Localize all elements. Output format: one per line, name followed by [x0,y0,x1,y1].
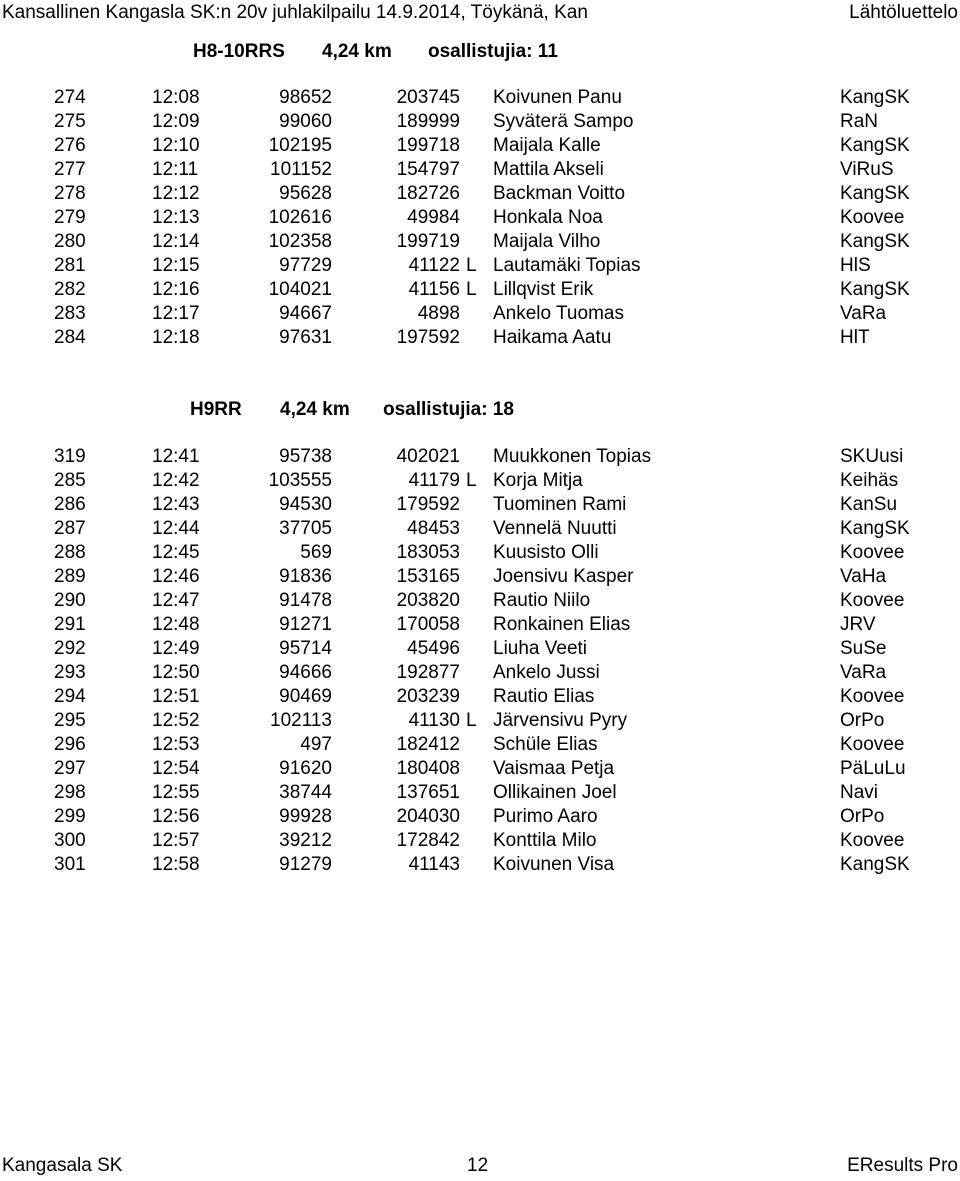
start-number: 298 [54,782,86,803]
license-id: 37705 [279,518,332,539]
start-time: 12:56 [152,806,200,827]
table-row [0,781,960,805]
emit-number: 189999 [396,111,460,132]
start-time: 12:16 [152,279,200,300]
emit-number: 48453 [407,518,460,539]
license-id: 95738 [279,446,332,467]
start-time: 12:54 [152,758,200,779]
organizer: Kangasala SK [2,1155,123,1176]
page-number: 12 [467,1155,489,1176]
club-name: KanSu [840,494,898,515]
start-time: 12:55 [152,782,200,803]
table-row [0,445,960,469]
club-name: KangSK [840,518,910,539]
competitor-name: Vaismaa Petja [493,758,615,779]
start-number: 319 [54,446,86,467]
emit-number: 204030 [396,806,460,827]
emit-number: 203239 [396,686,460,707]
start-time: 12:49 [152,638,200,659]
start-number: 301 [54,854,86,875]
license-id: 95714 [279,638,332,659]
emit-number: 192877 [396,662,460,683]
start-time: 12:18 [152,327,200,348]
club-name: SKUusi [840,446,904,467]
start-number: 288 [54,542,86,563]
competitor-name: Haikama Aatu [493,327,612,348]
table-row [0,86,960,110]
competitor-name: Ankelo Tuomas [493,303,624,324]
start-number: 292 [54,638,86,659]
competitor-name: Koivunen Visa [493,854,615,875]
license-id: 102113 [270,710,332,731]
license-id: 97631 [279,327,332,348]
emit-number: 172842 [396,830,460,851]
class-distance: 4,24 km [322,41,392,62]
start-time: 12:51 [152,686,200,707]
emit-number: 182412 [396,734,460,755]
table-row [0,230,960,254]
competitor-name: Backman Voitto [493,183,626,204]
table-row [0,565,960,589]
club-name: VaRa [840,662,887,683]
table-row [0,853,960,877]
start-number: 295 [54,710,86,731]
table-row [0,589,960,613]
start-number: 294 [54,686,86,707]
start-time: 12:48 [152,614,200,635]
club-name: RaN [840,111,879,132]
start-number: 274 [54,87,86,108]
table-row [0,685,960,709]
start-time: 12:45 [152,542,200,563]
license-id: 39212 [279,830,332,851]
emit-number: 41122 [408,255,460,276]
start-number: 289 [54,566,86,587]
license-id: 94530 [279,494,332,515]
license-id: 104021 [268,279,332,300]
license-id: 101152 [270,159,332,180]
club-name: VaHa [840,566,887,587]
table-row [0,254,960,278]
license-id: 94666 [279,662,332,683]
table-row [0,541,960,565]
start-number: 284 [54,327,86,348]
competitor-name: Purimo Aaro [493,806,598,827]
start-time: 12:41 [152,446,200,467]
competitor-name: Ankelo Jussi [493,662,600,683]
start-list-table [0,86,960,350]
software-name: EResults Pro [847,1155,958,1176]
competitor-name: Korja Mitja [493,470,583,491]
license-id: 95628 [279,183,332,204]
license-id: 38744 [279,782,332,803]
club-name: Koovee [840,207,905,228]
event-title: Kansallinen Kangasla SK:n 20v juhlakilpailu 14.9.2014, Töykänä, Kan [2,2,588,23]
license-id: 97729 [279,255,332,276]
start-time: 12:50 [152,662,200,683]
emit-number: 41143 [408,854,460,875]
start-number: 297 [54,758,86,779]
start-time: 12:08 [152,87,200,108]
start-time: 12:57 [152,830,200,851]
emit-number: 137651 [396,782,460,803]
start-number: 282 [54,279,86,300]
class-participants: osallistujia: 18 [383,399,514,420]
document-type: Lähtöluettelo [849,2,958,23]
license-id: 99928 [279,806,332,827]
start-time: 12:14 [152,231,200,252]
license-id: 91478 [279,590,332,611]
club-name: PäLuLu [840,758,906,779]
club-name: HlS [840,255,871,276]
table-row [0,278,960,302]
start-number: 276 [54,135,86,156]
competitor-name: Maijala Kalle [493,135,601,156]
emit-number: 183053 [396,542,460,563]
license-id: 94667 [279,303,332,324]
competitor-name: Schüle Elias [493,734,598,755]
emit-number: 203820 [396,590,460,611]
club-name: HlT [840,327,870,348]
competitor-name: Koivunen Panu [493,87,622,108]
start-list-table [0,445,960,877]
emit-number: 182726 [396,183,460,204]
start-time: 12:53 [152,734,200,755]
license-id: 569 [300,542,332,563]
club-name: Koovee [840,590,905,611]
club-name: Koovee [840,542,905,563]
start-time: 12:52 [152,710,200,731]
license-id: 98652 [279,87,332,108]
club-name: Navi [840,782,879,803]
competitor-name: Mattila Akseli [493,159,604,180]
competitor-name: Rautio Niilo [493,590,591,611]
competitor-name: Lautamäki Topias [493,255,641,276]
competitor-name: Maijala Vilho [493,231,601,252]
emit-number: 41156 [408,279,460,300]
start-number: 283 [54,303,86,324]
start-number: 296 [54,734,86,755]
competitor-name: Tuominen Rami [493,494,627,515]
table-row [0,134,960,158]
table-row [0,517,960,541]
club-name: OrPo [840,806,885,827]
start-time: 12:10 [152,135,200,156]
start-number: 285 [54,470,86,491]
class-distance: 4,24 km [280,399,350,420]
club-name: Koovee [840,686,905,707]
emit-number: 170058 [396,614,460,635]
emit-number: 41179 [408,470,460,491]
table-row [0,326,960,350]
table-row [0,613,960,637]
club-name: KangSK [840,854,910,875]
license-id: 103555 [268,470,332,491]
start-time: 12:17 [152,303,200,324]
competitor-name: Syväterä Sampo [493,111,634,132]
start-number: 300 [54,830,86,851]
emit-number: 49984 [407,207,460,228]
class-name: H8-10RRS [193,41,285,62]
start-time: 12:44 [152,518,200,539]
start-time: 12:43 [152,494,200,515]
start-number: 280 [54,231,86,252]
table-row [0,182,960,206]
license-id: 91271 [279,614,332,635]
competitor-name: Lillqvist Erik [493,279,594,300]
license-id: 102616 [268,207,332,228]
club-name: Koovee [840,830,905,851]
start-time: 12:11 [152,159,199,180]
competitor-name: Rautio Elias [493,686,595,707]
table-row [0,110,960,134]
start-number: 279 [54,207,86,228]
competitor-name: Kuusisto Olli [493,542,599,563]
section-heading [0,41,960,65]
club-name: ViRuS [840,159,894,180]
table-row [0,469,960,493]
competitor-name: Konttila Milo [493,830,597,851]
start-time: 12:15 [152,255,200,276]
license-id: 102358 [268,231,332,252]
start-number: 275 [54,111,86,132]
competitor-name: Liuha Veeti [493,638,588,659]
table-row [0,493,960,517]
emit-number: 180408 [396,758,460,779]
competitor-name: Muukkonen Topias [493,446,652,467]
start-time: 12:47 [152,590,200,611]
emit-number: 199718 [396,135,460,156]
competitor-name: Järvensivu Pyry [493,710,628,731]
table-row [0,709,960,733]
table-row [0,302,960,326]
section-heading [0,399,960,423]
competitor-name: Vennelä Nuutti [493,518,617,539]
club-name: KangSK [840,279,910,300]
start-number: 277 [54,159,86,180]
start-time: 12:58 [152,854,200,875]
emit-number: 153165 [396,566,460,587]
club-name: SuSe [840,638,887,659]
emit-number: 41130 [408,710,460,731]
start-time: 12:12 [152,183,200,204]
rental-flag: L [466,255,477,276]
club-name: Koovee [840,734,905,755]
start-number: 291 [54,614,86,635]
start-number: 278 [54,183,86,204]
table-row [0,206,960,230]
license-id: 91836 [279,566,332,587]
start-number: 299 [54,806,86,827]
rental-flag: L [466,710,477,731]
competitor-name: Ronkainen Elias [493,614,631,635]
rental-flag: L [466,470,477,491]
table-row [0,661,960,685]
start-number: 287 [54,518,86,539]
emit-number: 154797 [396,159,460,180]
competitor-name: Ollikainen Joel [493,782,617,803]
emit-number: 203745 [396,87,460,108]
class-participants: osallistujia: 11 [428,41,558,62]
competitor-name: Joensivu Kasper [493,566,634,587]
rental-flag: L [466,279,477,300]
emit-number: 402021 [396,446,460,467]
emit-number: 197592 [396,327,460,348]
club-name: Keihäs [840,470,899,491]
start-number: 281 [54,255,86,276]
start-number: 286 [54,494,86,515]
start-number: 290 [54,590,86,611]
club-name: OrPo [840,710,885,731]
class-name: H9RR [190,399,242,420]
club-name: KangSK [840,135,910,156]
table-row [0,158,960,182]
competitor-name: Honkala Noa [493,207,603,228]
table-row [0,805,960,829]
license-id: 102195 [268,135,332,156]
license-id: 99060 [279,111,332,132]
start-time: 12:42 [152,470,200,491]
license-id: 497 [300,734,332,755]
club-name: KangSK [840,231,910,252]
table-row [0,637,960,661]
emit-number: 45496 [407,638,460,659]
table-row [0,757,960,781]
club-name: KangSK [840,87,910,108]
club-name: VaRa [840,303,887,324]
emit-number: 179592 [396,494,460,515]
club-name: JRV [840,614,876,635]
club-name: KangSK [840,183,910,204]
emit-number: 199719 [396,231,460,252]
start-number: 293 [54,662,86,683]
start-time: 12:13 [152,207,200,228]
start-time: 12:09 [152,111,200,132]
license-id: 90469 [279,686,332,707]
table-row [0,829,960,853]
license-id: 91620 [279,758,332,779]
emit-number: 4898 [417,303,460,324]
table-row [0,733,960,757]
license-id: 91279 [279,854,332,875]
start-time: 12:46 [152,566,200,587]
